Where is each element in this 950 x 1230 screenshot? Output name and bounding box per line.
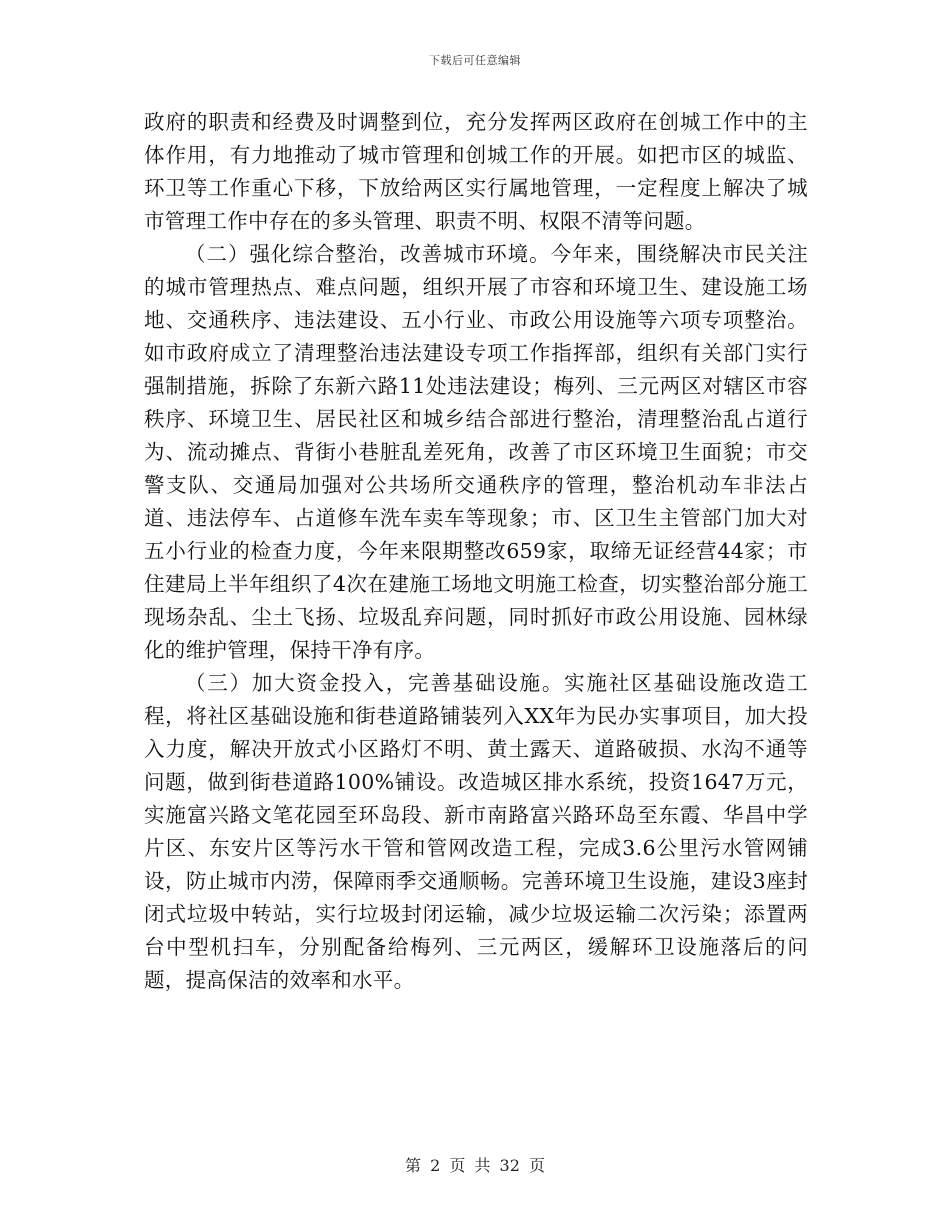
paragraph-1: 政府的职责和经费及时调整到位，充分发挥两区政府在创城工作中的主体作用，有力地推动了城市管理和创城工作的开展。如把市区的城监、环卫等工作重心下移，下放给两区实行属地管理，一定程度上解决了城市管理工作中存在的多头管理、职责不明、权限不清等问题。 — [144, 110, 808, 233]
page-header: 下载后可任意编辑 — [429, 54, 521, 67]
paragraph-3: （三）加大资金投入，完善基础设施。实施社区基础设施改造工程，将社区基础设施和街巷道路铺装列入XX年为民办实事项目，加大投入力度，解决开放式小区路灯不明、黄土露天、道路破损、水沟不通等问题，做到街巷道路100%铺设。改造城区排水系统，投资1647万元，实施富兴路文笔花园至环岛段、新市南路富兴路环岛至东霞、华昌中学片区、东安片区等污水干管和管网改造工程，完成3.6公里污水管网铺设，防止城市内涝，保障雨季交通顺畅。完善环境卫生设施，建设3座封闭式垃圾中转站，实行垃圾封闭运输，减少垃圾运输二次污染；添置两台中型机扫车，分别配备给梅列、三元两区，缓解环卫设施落后的问题，提高保洁的效率和水平。 — [144, 671, 808, 992]
page-footer: 第 2 页 共 32 页 — [405, 1156, 545, 1175]
document-body — [144, 106, 808, 997]
paragraph-2: （二）强化综合整治，改善城市环境。今年来，围绕解决市民关注的城市管理热点、难点问题，组织开展了市容和环境卫生、建设施工场地、交通秩序、违法建设、五小行业、市政公用设施等六项专项整治。如市政府成立了清理整治违法建设专项工作指挥部，组织有关部门实行强制措施，拆除了东新六路11处违法建设；梅列、三元两区对辖区市容秩序、环境卫生、居民社区和城乡结合部进行整治，清理整治乱占道行为、流动摊点、背街小巷脏乱差死角，改善了市区环境卫生面貌；市交警支队、交通局加强对公共场所交通秩序的管理，整治机动车非法占道、违法停车、占道修车洗车卖车等现象；市、区卫生主管部门加大对五小行业的检查力度，今年来限期整改659家，取缔无证经营44家；市住建局上半年组织了4次在建施工场地文明施工检查，切实整治部分施工现场杂乱、尘土飞扬、垃圾乱弃问题，同时抓好市政公用设施、园林绿化的维护管理，保持干净有序。 — [144, 242, 808, 662]
